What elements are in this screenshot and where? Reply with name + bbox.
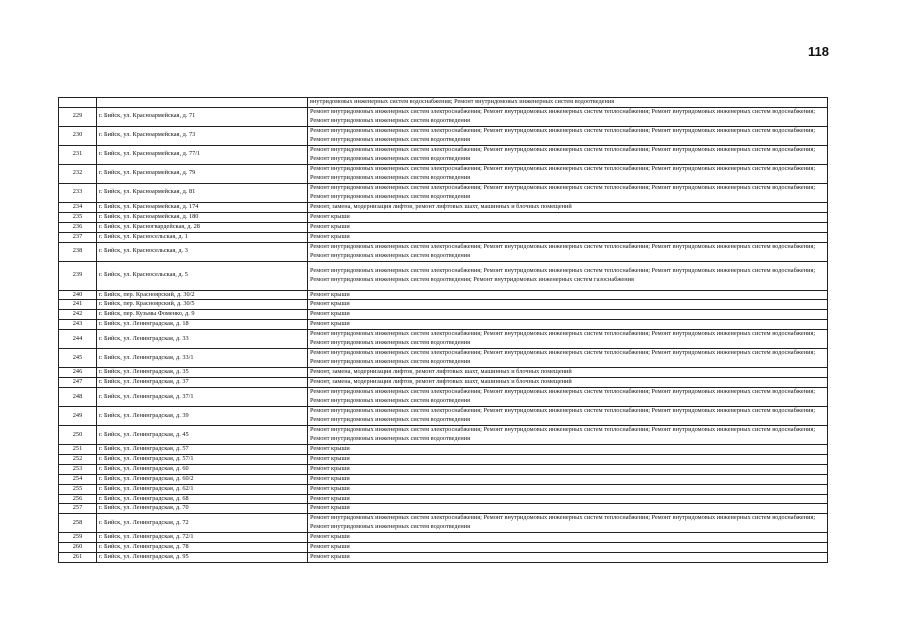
address-cell: г. Бийск, ул. Ленинградская, д. 33/1 (97, 349, 308, 368)
table-row (59, 126, 828, 145)
table-row (59, 164, 828, 183)
work-type-cell: Ремонт крыши (308, 553, 828, 563)
table-row (59, 504, 828, 514)
address-cell: г. Бийск, ул. Красноармейская, д. 180 (97, 212, 308, 222)
table-row (59, 261, 828, 290)
work-type-cell: Ремонт внутридомовых инженерных систем электроснабжения; Ремонт внутридомовых инженерных систем теплоснабжения; Ремонт внутридомовых инженерных систем водоснабжения; Ремонт внутридомовых инженерных систем водоотведения (308, 387, 828, 406)
table-row (59, 464, 828, 474)
row-number-cell: 257 (59, 504, 97, 514)
address-cell: г. Бийск, ул. Ленинградская, д. 72 (97, 514, 308, 533)
work-type-cell: Ремонт крыши (308, 484, 828, 494)
row-number-cell: 260 (59, 543, 97, 553)
work-type-cell: Ремонт крыши (308, 320, 828, 330)
work-type-cell: Ремонт внутридомовых инженерных систем электроснабжения; Ремонт внутридомовых инженерных систем теплоснабжения; Ремонт внутридомовых инженерных систем водоснабжения; Ремонт внутридомовых инженерных систем водоотведения (308, 349, 828, 368)
work-type-cell: Ремонт крыши (308, 222, 828, 232)
table-row (59, 368, 828, 378)
row-number-cell: 244 (59, 330, 97, 349)
table-row (59, 98, 828, 108)
address-cell: г. Бийск, ул. Ленинградская, д. 33 (97, 330, 308, 349)
work-type-cell: Ремонт, замена, модернизация лифтов, ремонт лифтовых шахт, машинных и блочных помещений (308, 202, 828, 212)
table-row (59, 183, 828, 202)
address-cell: г. Бийск, ул. Красносельская, д. 3 (97, 242, 308, 261)
row-number-cell: 253 (59, 464, 97, 474)
address-cell: г. Бийск, ул. Ленинградская, д. 39 (97, 406, 308, 425)
address-cell: г. Бийск, ул. Ленинградская, д. 78 (97, 543, 308, 553)
work-type-cell: Ремонт внутридомовых инженерных систем электроснабжения; Ремонт внутридомовых инженерных систем теплоснабжения; Ремонт внутридомовых инженерных систем водоснабжения; Ремонт внутридомовых инженерных систем водоотведения (308, 330, 828, 349)
table-row (59, 543, 828, 553)
row-number-cell: 252 (59, 454, 97, 464)
address-cell: г. Бийск, ул. Ленинградская, д. 60 (97, 464, 308, 474)
work-type-cell: Ремонт крыши (308, 464, 828, 474)
address-cell: г. Бийск, ул. Ленинградская, д. 45 (97, 425, 308, 444)
work-type-cell: Ремонт крыши (308, 300, 828, 310)
row-number-cell (59, 98, 97, 108)
table-row (59, 444, 828, 454)
table-row (59, 222, 828, 232)
table-row (59, 145, 828, 164)
address-cell: г. Бийск, ул. Ленинградская, д. 35 (97, 368, 308, 378)
table-row (59, 514, 828, 533)
work-type-cell: Ремонт крыши (308, 533, 828, 543)
address-cell: г. Бийск, ул. Красноармейская, д. 174 (97, 202, 308, 212)
table-row (59, 553, 828, 563)
address-cell: г. Бийск, ул. Красногвардейская, д. 28 (97, 222, 308, 232)
table-row (59, 212, 828, 222)
address-cell: г. Бийск, ул. Красноармейская, д. 79 (97, 164, 308, 183)
row-number-cell: 237 (59, 232, 97, 242)
table-row (59, 474, 828, 484)
table-row (59, 533, 828, 543)
address-cell: г. Бийск, ул. Ленинградская, д. 57 (97, 444, 308, 454)
table-row (59, 454, 828, 464)
row-number-cell: 229 (59, 107, 97, 126)
row-number-cell: 234 (59, 202, 97, 212)
row-number-cell: 243 (59, 320, 97, 330)
work-type-cell: Ремонт, замена, модернизация лифтов, ремонт лифтовых шахт, машинных и блочных помещений (308, 368, 828, 378)
address-cell: г. Бийск, ул. Ленинградская, д. 95 (97, 553, 308, 563)
table-row (59, 202, 828, 212)
row-number-cell: 242 (59, 310, 97, 320)
address-cell: г. Бийск, ул. Красноармейская, д. 81 (97, 183, 308, 202)
row-number-cell: 233 (59, 183, 97, 202)
address-cell: г. Бийск, ул. Красноармейская, д. 77/1 (97, 145, 308, 164)
work-type-cell: Ремонт внутридомовых инженерных систем электроснабжения; Ремонт внутридомовых инженерных систем теплоснабжения; Ремонт внутридомовых инженерных систем водоснабжения; Ремонт внутридомовых инженерных систем водоотведения (308, 107, 828, 126)
table-row (59, 387, 828, 406)
row-number-cell: 246 (59, 368, 97, 378)
work-type-cell: Ремонт внутридомовых инженерных систем электроснабжения; Ремонт внутридомовых инженерных систем теплоснабжения; Ремонт внутридомовых инженерных систем водоснабжения; Ремонт внутридомовых инженерных систем водоотведения (308, 126, 828, 145)
work-type-cell: Ремонт крыши (308, 212, 828, 222)
table-row (59, 406, 828, 425)
table-body (59, 98, 828, 563)
address-cell: г. Бийск, ул. Ленинградская, д. 60/2 (97, 474, 308, 484)
row-number-cell: 251 (59, 444, 97, 454)
row-number-cell: 230 (59, 126, 97, 145)
row-number-cell: 250 (59, 425, 97, 444)
address-cell: г. Бийск, ул. Ленинградская, д. 37/1 (97, 387, 308, 406)
row-number-cell: 256 (59, 494, 97, 504)
table-row (59, 290, 828, 300)
table-row (59, 349, 828, 368)
row-number-cell: 254 (59, 474, 97, 484)
row-number-cell: 247 (59, 378, 97, 388)
work-type-cell: Ремонт крыши (308, 454, 828, 464)
work-type-cell: Ремонт внутридомовых инженерных систем электроснабжения; Ремонт внутридомовых инженерных систем теплоснабжения; Ремонт внутридомовых инженерных систем водоснабжения; Ремонт внутридомовых инженерных систем водоотведения (308, 406, 828, 425)
row-number-cell: 232 (59, 164, 97, 183)
work-type-cell: Ремонт крыши (308, 232, 828, 242)
address-cell: г. Бийск, ул. Ленинградская, д. 62/1 (97, 484, 308, 494)
table-row (59, 425, 828, 444)
address-cell: г. Бийск, ул. Ленинградская, д. 70 (97, 504, 308, 514)
work-type-cell: Ремонт внутридомовых инженерных систем электроснабжения; Ремонт внутридомовых инженерных систем теплоснабжения; Ремонт внутридомовых инженерных систем водоснабжения; Ремонт внутридомовых инженерных систем водоотведения (308, 145, 828, 164)
work-type-cell: внутридомовых инженерных систем водоснабжения; Ремонт внутридомовых инженерных систем водоотведения (308, 98, 828, 108)
work-type-cell: Ремонт внутридомовых инженерных систем электроснабжения; Ремонт внутридомовых инженерных систем теплоснабжения; Ремонт внутридомовых инженерных систем водоснабжения; Ремонт внутридомовых инженерных систем водоотведения (308, 164, 828, 183)
row-number-cell: 248 (59, 387, 97, 406)
row-number-cell: 259 (59, 533, 97, 543)
table-row (59, 232, 828, 242)
work-type-cell: Ремонт крыши (308, 543, 828, 553)
work-type-cell: Ремонт крыши (308, 474, 828, 484)
work-type-cell: Ремонт внутридомовых инженерных систем электроснабжения; Ремонт внутридомовых инженерных систем теплоснабжения; Ремонт внутридомовых инженерных систем водоснабжения; Ремонт внутридомовых инженерных систем водоотведения (308, 242, 828, 261)
row-number-cell: 236 (59, 222, 97, 232)
address-cell: г. Бийск, пер. Кузьмы Фоменко, д. 9 (97, 310, 308, 320)
table-row (59, 320, 828, 330)
work-type-cell: Ремонт, замена, модернизация лифтов, ремонт лифтовых шахт, машинных и блочных помещений (308, 378, 828, 388)
row-number-cell: 238 (59, 242, 97, 261)
repair-registry-table (58, 97, 828, 563)
row-number-cell: 255 (59, 484, 97, 494)
table-row (59, 494, 828, 504)
address-cell: г. Бийск, пер. Красноярский, д. 30/5 (97, 300, 308, 310)
address-cell: г. Бийск, ул. Ленинградская, д. 68 (97, 494, 308, 504)
row-number-cell: 261 (59, 553, 97, 563)
row-number-cell: 245 (59, 349, 97, 368)
work-type-cell: Ремонт крыши (308, 290, 828, 300)
page-number: 118 (808, 44, 829, 59)
row-number-cell: 231 (59, 145, 97, 164)
work-type-cell: Ремонт внутридомовых инженерных систем электроснабжения; Ремонт внутридомовых инженерных систем теплоснабжения; Ремонт внутридомовых инженерных систем водоснабжения; Ремонт внутридомовых инженерных систем водоотведения; Ремонт внутридомовых инженерных систем газоснабжения (308, 261, 828, 290)
work-type-cell: Ремонт крыши (308, 444, 828, 454)
table-row (59, 107, 828, 126)
row-number-cell: 258 (59, 514, 97, 533)
address-cell: г. Бийск, ул. Красносельская, д. 5 (97, 261, 308, 290)
row-number-cell: 239 (59, 261, 97, 290)
address-cell: г. Бийск, ул. Ленинградская, д. 57/1 (97, 454, 308, 464)
row-number-cell: 240 (59, 290, 97, 300)
work-type-cell: Ремонт крыши (308, 494, 828, 504)
address-cell: г. Бийск, ул. Красносельская, д. 1 (97, 232, 308, 242)
address-cell (97, 98, 308, 108)
address-cell: г. Бийск, ул. Красноармейская, д. 73 (97, 126, 308, 145)
table-row (59, 330, 828, 349)
table-row (59, 310, 828, 320)
address-cell: г. Бийск, пер. Красноярский, д. 30/2 (97, 290, 308, 300)
table-row (59, 300, 828, 310)
row-number-cell: 241 (59, 300, 97, 310)
work-type-cell: Ремонт внутридомовых инженерных систем электроснабжения; Ремонт внутридомовых инженерных систем теплоснабжения; Ремонт внутридомовых инженерных систем водоснабжения; Ремонт внутридомовых инженерных систем водоотведения (308, 514, 828, 533)
work-type-cell: Ремонт внутридомовых инженерных систем электроснабжения; Ремонт внутридомовых инженерных систем теплоснабжения; Ремонт внутридомовых инженерных систем водоснабжения; Ремонт внутридомовых инженерных систем водоотведения (308, 425, 828, 444)
table-row (59, 242, 828, 261)
work-type-cell: Ремонт крыши (308, 310, 828, 320)
work-type-cell: Ремонт внутридомовых инженерных систем электроснабжения; Ремонт внутридомовых инженерных систем теплоснабжения; Ремонт внутридомовых инженерных систем водоснабжения; Ремонт внутридомовых инженерных систем водоотведения (308, 183, 828, 202)
address-cell: г. Бийск, ул. Красноармейская, д. 71 (97, 107, 308, 126)
row-number-cell: 249 (59, 406, 97, 425)
address-cell: г. Бийск, ул. Ленинградская, д. 72/1 (97, 533, 308, 543)
row-number-cell: 235 (59, 212, 97, 222)
table-row (59, 378, 828, 388)
address-cell: г. Бийск, ул. Ленинградская, д. 37 (97, 378, 308, 388)
table-row (59, 484, 828, 494)
work-type-cell: Ремонт крыши (308, 504, 828, 514)
address-cell: г. Бийск, ул. Ленинградская, д. 18 (97, 320, 308, 330)
